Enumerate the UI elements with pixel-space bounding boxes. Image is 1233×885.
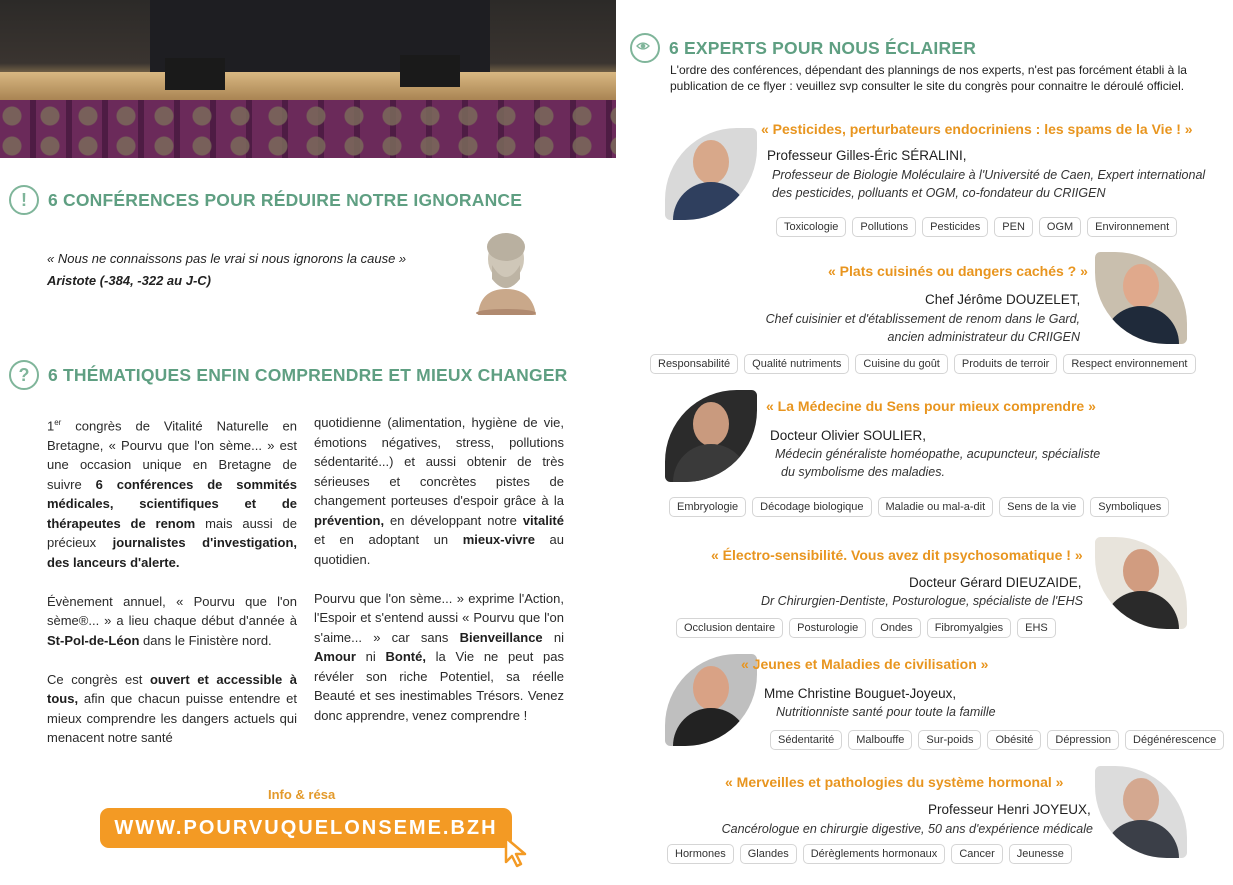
section-experts-title: 6 EXPERTS POUR NOUS ÉCLAIRER: [669, 37, 977, 58]
exclamation-circle-icon: !: [9, 185, 39, 215]
conference-photo: [0, 0, 616, 158]
question-circle-icon: ?: [9, 360, 39, 390]
expert-name: Professeur Henri JOYEUX,: [928, 802, 1091, 817]
paragraph: Ce congrès est ouvert et accessible à tous, afin que chacun puisse entendre et mieux comprendre les dangers actuels qui menacent notre santé: [47, 671, 297, 746]
topic-tag: Décodage biologique: [752, 497, 871, 517]
aristotle-bust-illustration: [470, 227, 542, 315]
topic-tag: Occlusion dentaire: [676, 618, 783, 638]
topic-tag: Malbouffe: [848, 730, 912, 750]
paragraph: 1er congrès de Vitalité Naturelle en Bretagne, « Pourvu que l'on sème... » est une occasion unique en Bretagne de suivre 6 conférences de sommités médicales, scientifiques et de thérapeutes de renom mais aussi de précieux journalistes d'investigation, des lanceurs d'alerte.: [47, 418, 297, 570]
paragraph: Pourvu que l'on sème... » exprime l'Action, l'Espoir et s'entend aussi « Pourvu que l'on s'aime... » car sans Bienveillance ni Amour ni Bonté, la Vie ne peut pas révéler son riche Potentiel, sa réelle Beauté et ses inestimables Trésors. Venez donc apprendre, venez comprendre !: [314, 590, 565, 723]
section-conferences-title: 6 CONFÉRENCES POUR RÉDUIRE NOTRE IGNORANCE: [48, 189, 523, 210]
body-column-right: [314, 413, 564, 745]
aristotle-quote: [47, 248, 406, 292]
topic-tag: Embryologie: [669, 497, 746, 517]
quote-author: Aristote (-384, -322 au J-C): [47, 273, 211, 288]
topic-tag: PEN: [994, 217, 1033, 237]
expert-description: Chef cuisinier et d'établissement de renom dans le Gard, ancien administrateur du CRIIGEN: [765, 312, 1080, 344]
topic-tag: Posturologie: [789, 618, 866, 638]
topic-tag: Pesticides: [922, 217, 988, 237]
topic-tag: Dépression: [1047, 730, 1119, 750]
expert-portrait-douzelet: [1095, 252, 1187, 344]
expert-tags: [776, 217, 1177, 237]
section-experts-heading: [630, 33, 976, 63]
expert-portrait-joyeux: [1095, 766, 1187, 858]
expert-talk-title: « Jeunes et Maladies de civilisation »: [741, 656, 989, 672]
expert-name: Chef Jérôme DOUZELET,: [925, 292, 1081, 307]
expert-tags: [770, 730, 1224, 750]
expert-tags: [676, 618, 1056, 638]
topic-tag: Qualité nutriments: [744, 354, 849, 374]
website-url-button[interactable]: WWW.POURVUQUELONSEME.BZH: [100, 808, 512, 848]
topic-tag: Ondes: [872, 618, 920, 638]
expert-talk-title: « La Médecine du Sens pour mieux comprendre »: [766, 398, 1096, 414]
topic-tag: Jeunesse: [1009, 844, 1072, 864]
expert-name: Professeur Gilles-Éric SÉRALINI,: [767, 148, 967, 163]
topic-tag: Cancer: [951, 844, 1002, 864]
body-column-left: [47, 413, 297, 767]
expert-description: Professeur de Biologie Moléculaire à l'Université de Caen, Expert international des pesticides, polluants et OGM, co-fondateur du CRIIGEN: [772, 168, 1206, 200]
expert-tags: [650, 354, 1196, 374]
expert-talk-title: « Électro-sensibilité. Vous avez dit psychosomatique ! »: [711, 547, 1083, 563]
expert-talk-title: « Pesticides, perturbateurs endocriniens : les spams de la Vie ! »: [761, 121, 1193, 137]
expert-description: Cancérologue en chirurgie digestive, 50 ans d'expérience médicale: [721, 822, 1093, 836]
topic-tag: Environnement: [1087, 217, 1177, 237]
topic-tag: Sédentarité: [770, 730, 842, 750]
section-conferences-heading: [9, 185, 522, 215]
paragraph: quotidienne (alimentation, hygiène de vie, émotions négatives, stress, pollutions sédentarité...) et aussi obtenir de très sérieuses et concrètes pistes de changement porteuses d'espoir grâce à la prévention, en développant notre vitalité et en adoptant un mieux-vivre au quotidien.: [314, 415, 564, 567]
paragraph: Évènement annuel, « Pourvu que l'on sème®... » a lieu chaque début d'année à St-Pol-de-Léon dans le Finistère nord.: [47, 593, 297, 648]
section-thematiques-title: 6 THÉMATIQUES ENFIN COMPRENDRE ET MIEUX CHANGER: [48, 364, 568, 385]
eye-icon: [630, 33, 660, 63]
topic-tag: Symboliques: [1090, 497, 1169, 517]
topic-tag: Pollutions: [852, 217, 916, 237]
expert-description: Médecin généraliste homéopathe, acupuncteur, spécialiste du symbolisme des maladies.: [775, 447, 1101, 479]
expert-talk-title: « Merveilles et pathologies du système hormonal »: [725, 774, 1064, 790]
pointer-cursor-icon: [500, 834, 536, 870]
topic-tag: Dégénérescence: [1125, 730, 1224, 750]
experts-intro: L'ordre des conférences, dépendant des plannings de nos experts, n'est pas forcément établi à la publication de ce flyer : veuillez svp consulter le site du congrès pour connaitre le déroulé officiel.: [670, 63, 1187, 93]
topic-tag: Responsabilité: [650, 354, 738, 374]
topic-tag: OGM: [1039, 217, 1081, 237]
topic-tag: Hormones: [667, 844, 734, 864]
expert-description: Nutritionniste santé pour toute la famille: [776, 705, 996, 719]
section-thematiques-heading: [9, 360, 568, 390]
expert-name: Docteur Olivier SOULIER,: [770, 428, 927, 443]
topic-tag: Glandes: [740, 844, 797, 864]
expert-tags: [669, 497, 1169, 517]
expert-tags: [667, 844, 1072, 864]
expert-name: Mme Christine Bouguet-Joyeux,: [764, 686, 957, 701]
expert-description: Dr Chirurgien-Dentiste, Posturologue, spécialiste de l'EHS: [761, 594, 1083, 608]
topic-tag: Toxicologie: [776, 217, 846, 237]
topic-tag: Cuisine du goût: [855, 354, 947, 374]
quote-text: « Nous ne connaissons pas le vrai si nous ignorons la cause »: [47, 251, 407, 266]
expert-talk-title: « Plats cuisinés ou dangers cachés ? »: [828, 263, 1088, 279]
topic-tag: Respect environnement: [1063, 354, 1195, 374]
topic-tag: Fibromyalgies: [927, 618, 1011, 638]
topic-tag: Maladie ou mal-a-dit: [878, 497, 994, 517]
topic-tag: Sens de la vie: [999, 497, 1084, 517]
expert-name: Docteur Gérard DIEUZAIDE,: [909, 575, 1082, 590]
info-resa-label: Info & résa: [268, 787, 336, 802]
topic-tag: EHS: [1017, 618, 1056, 638]
topic-tag: Produits de terroir: [954, 354, 1057, 374]
expert-portrait-seralini: [665, 128, 757, 220]
topic-tag: Obésité: [987, 730, 1041, 750]
expert-portrait-soulier: [665, 390, 757, 482]
expert-portrait-dieuzaide: [1095, 537, 1187, 629]
topic-tag: Sur-poids: [918, 730, 981, 750]
topic-tag: Dérèglements hormonaux: [803, 844, 946, 864]
